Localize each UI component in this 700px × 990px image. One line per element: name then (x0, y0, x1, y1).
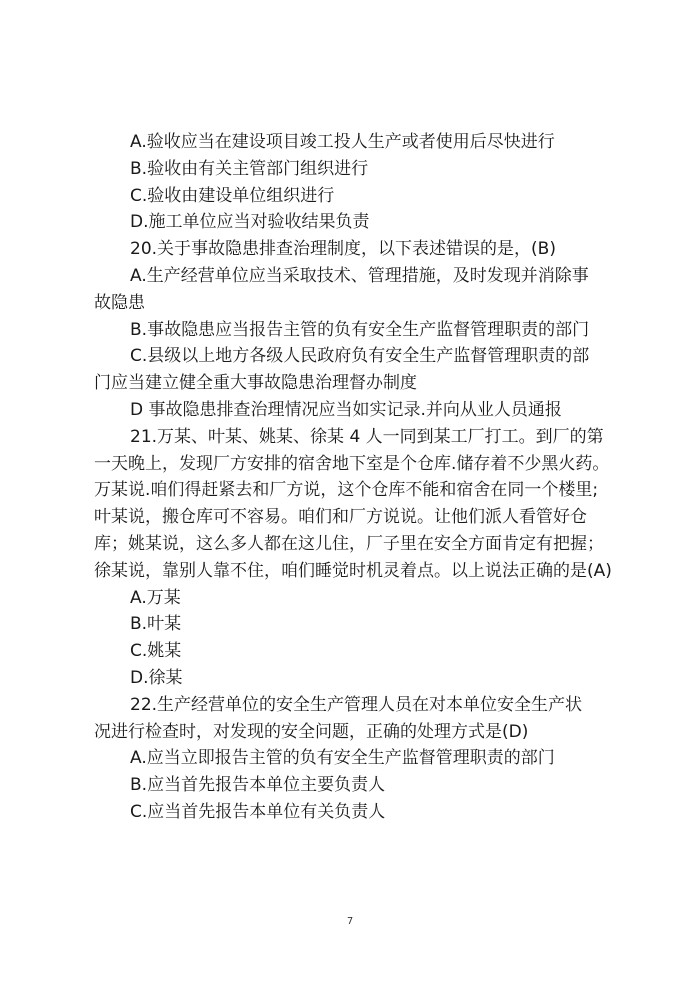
text-line: 徐某说，靠别人靠不住，咱们睡觉时机灵着点。以上说法正确的是(A) (94, 560, 612, 581)
text-line: A.验收应当在建设项目竣工投人生产或者使用后尽快进行 (130, 132, 555, 152)
text-line: C.姚某 (130, 641, 182, 662)
text-line: 库；姚某说，这么多人都在这儿住，厂子里在安全方面肯定有把握； (94, 533, 604, 554)
text-line: 一天晚上，发现厂方安排的宿舍地下室是个仓库.储存着不少黑火药。 (94, 453, 610, 474)
text-line: D.施工单位应当对验收结果负责 (130, 212, 370, 233)
text-line: A.万某 (130, 587, 181, 608)
text-line: 22.生产经营单位的安全生产管理人员在对本单位安全生产状 (130, 694, 583, 715)
text-line: 故隐患 (94, 292, 145, 313)
text-line: B.事故隐患应当报告主管的负有安全生产监督管理职责的部门 (130, 319, 590, 340)
text-line: C.应当首先报告本单位有关负责人 (130, 801, 386, 822)
text-line: A.生产经营单位应当采取技术、管理措施，及时发现并消除事 (130, 265, 589, 286)
text-line: D 事故隐患排查治理情况应当如实记录.并向从业人员通报 (130, 399, 562, 420)
text-line: 况进行检查时，对发现的安全问题，正确的处理方式是(D) (94, 721, 529, 742)
text-line: B.叶某 (130, 614, 182, 635)
text-line: 门应当建立健全重大事故隐患治理督办制度 (94, 373, 417, 394)
text-line: C.验收由建设单位组织进行 (130, 185, 335, 206)
text-line: A.应当立即报告主管的负有安全生产监督管理职责的部门 (130, 748, 555, 769)
text-line: B.应当首先报告本单位主要负责人 (130, 775, 386, 796)
text-line: C.县级以上地方各级人民政府负有安全生产监督管理职责的部 (130, 346, 590, 367)
text-line: 叶某说，搬仓库可不容易。咱们和厂方说说。让他们派人看管好仓 (94, 507, 587, 528)
text-line: 万某说.咱们得赶紧去和厂方说，这个仓库不能和宿舍在同一个楼里; (94, 480, 599, 501)
document-body (94, 129, 616, 826)
text-line: 20.关于事故隐患排查治理制度，以下表述错误的是，(B) (130, 239, 556, 260)
text-line: 21.万某、叶某、姚某、徐某 4 人一同到某工厂打工。到厂的第 (130, 426, 604, 447)
page-number: 7 (346, 916, 354, 927)
text-line: B.验收由有关主管部门组织进行 (130, 158, 369, 179)
text-line: D.徐某 (130, 667, 183, 688)
